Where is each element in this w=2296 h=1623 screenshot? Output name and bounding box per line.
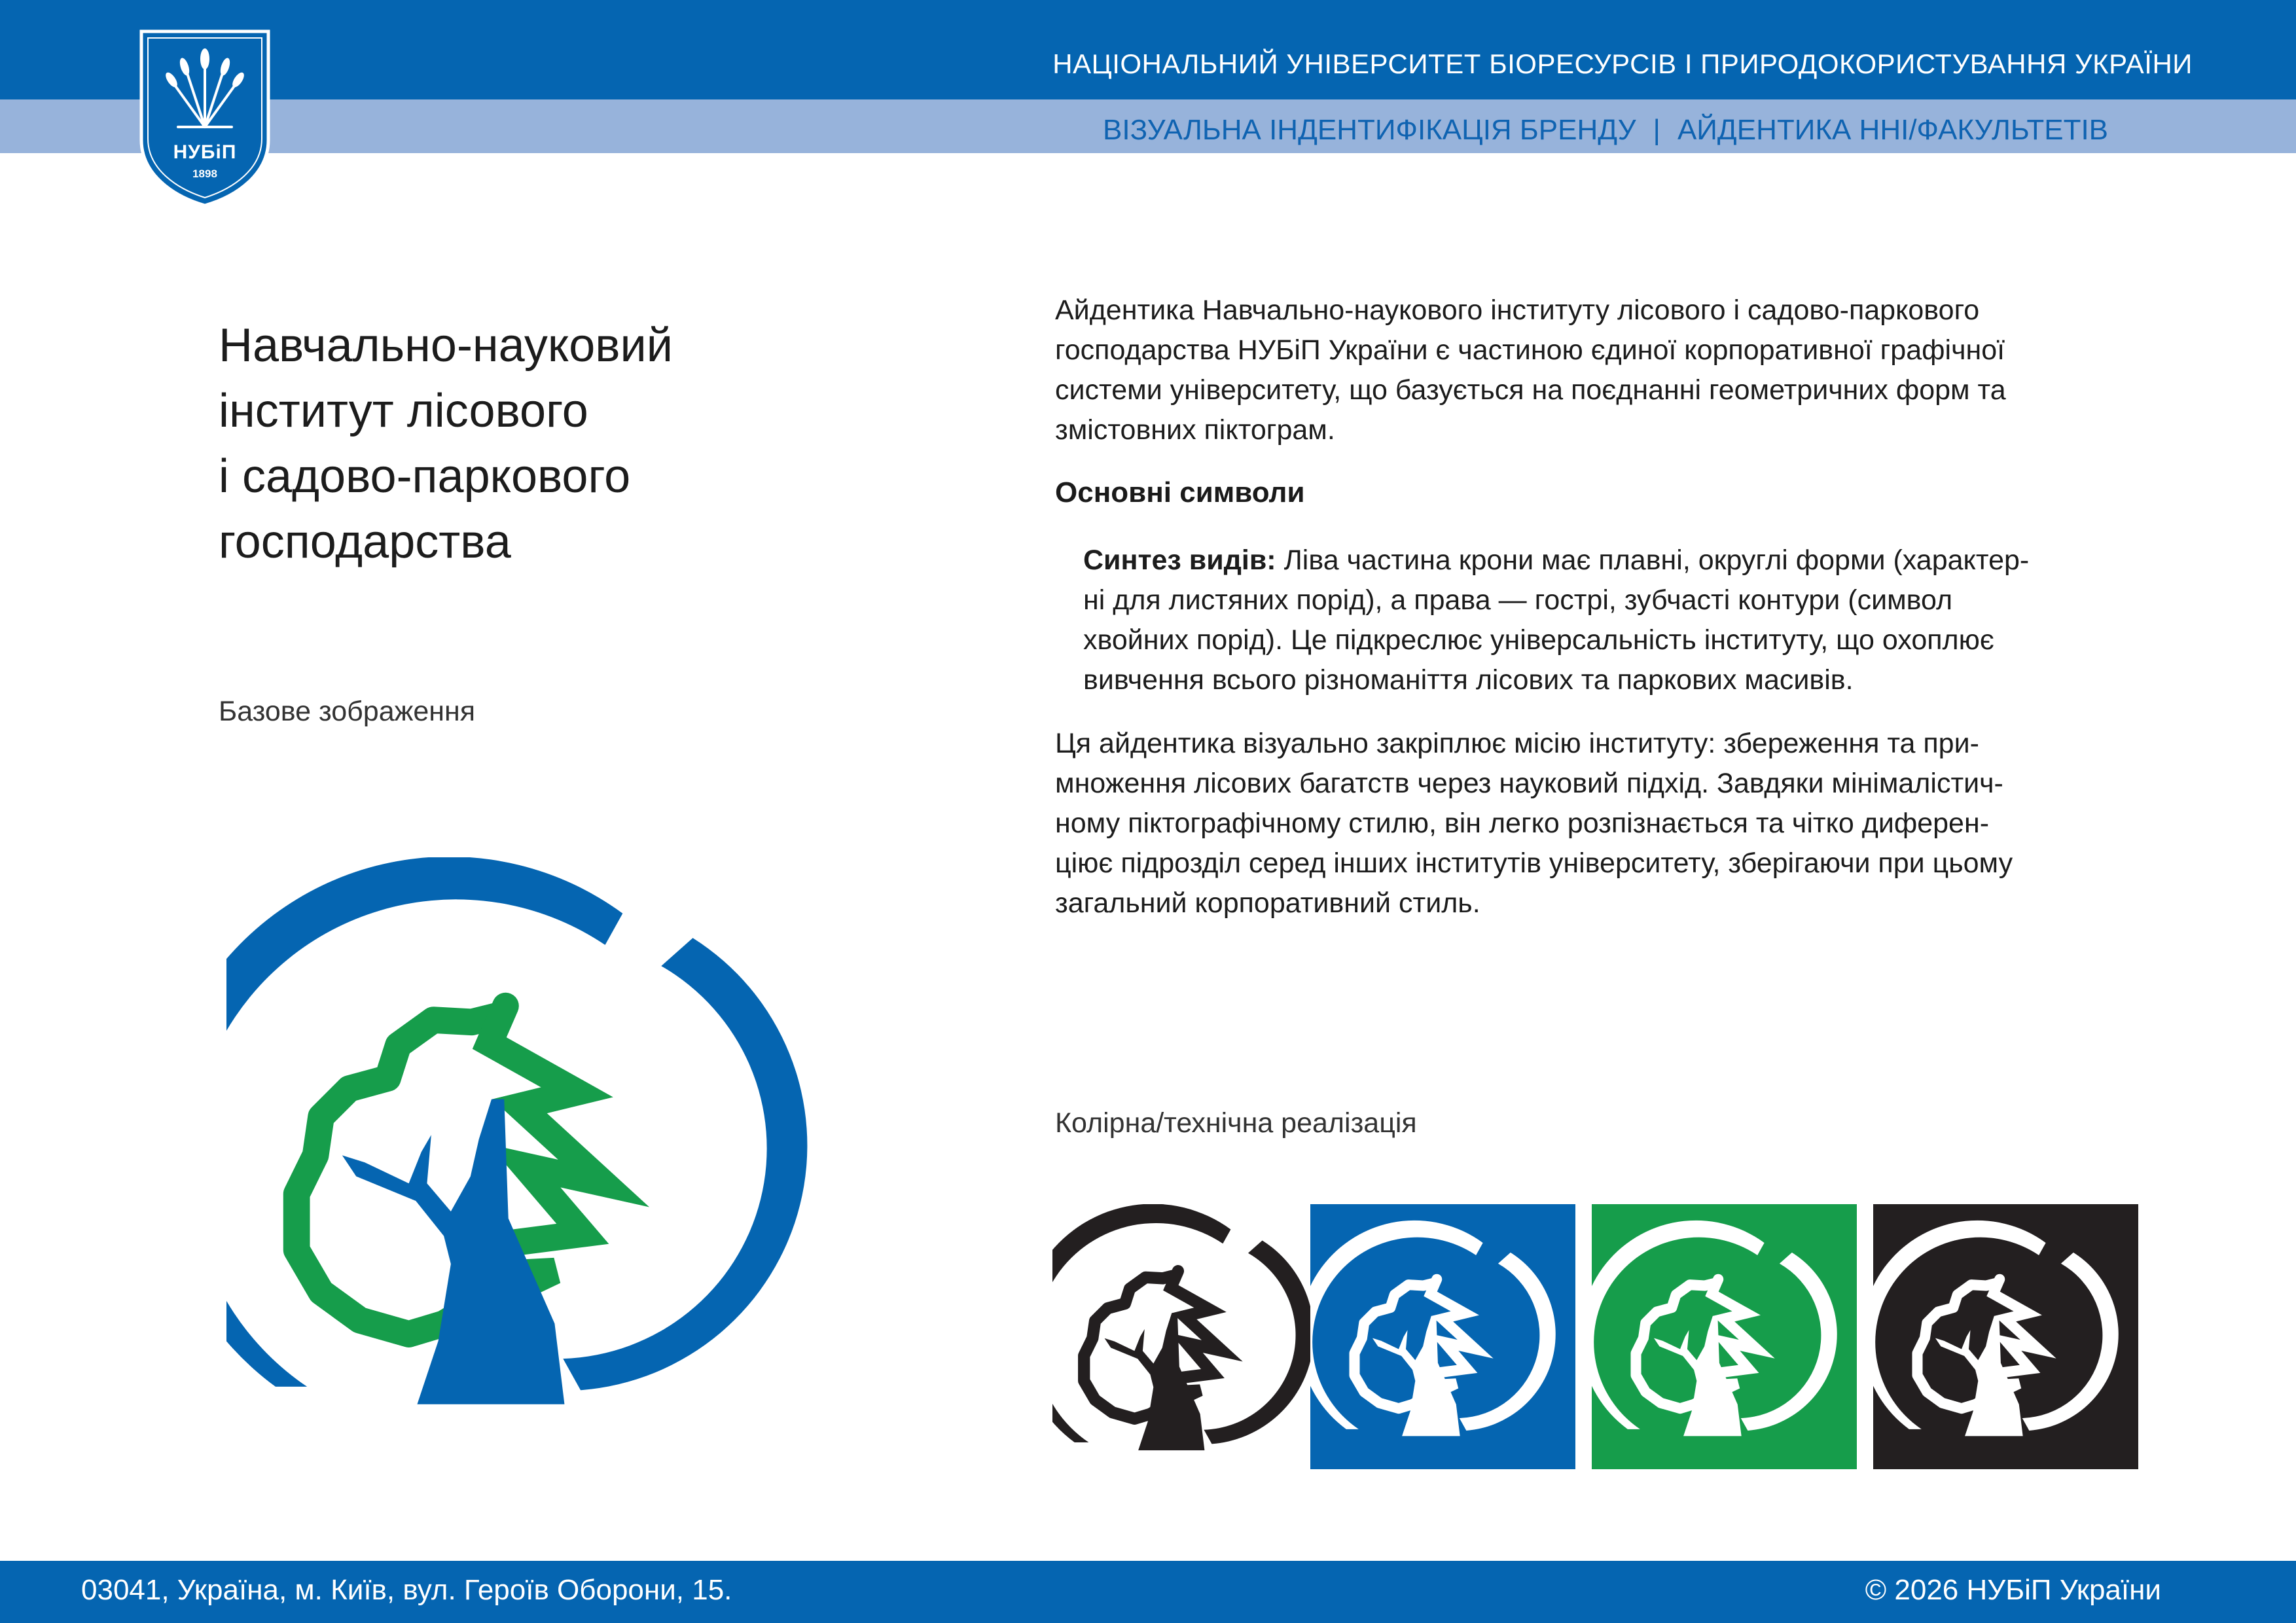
paragraph-line: ні для листяних порід), а права — гострі, зубчасті контури (символ xyxy=(1083,584,1953,616)
paragraph-line: хвойних порід). Це підкреслює універсальність інституту, що охоплює xyxy=(1083,624,1994,656)
mission-paragraph xyxy=(1055,724,2013,923)
crest-shield-icon xyxy=(139,29,271,208)
paragraph-line: множення лісових багатств через науковий підхід. Завдяки мінімалістич- xyxy=(1055,768,2003,799)
logo-variant-dark xyxy=(1873,1204,2138,1469)
paragraph-line xyxy=(1083,541,2029,580)
paragraph-line: ціює підрозділ серед інших інститутів університету, зберігаючи при цьому xyxy=(1055,847,2013,879)
section-breadcrumb xyxy=(1103,114,2108,147)
synthesis-text: Ліва частина крони має плавні, округлі форми (характер- xyxy=(1276,544,2030,576)
base-image-label: Базове зображення xyxy=(219,696,476,727)
logo-variant-blue xyxy=(1310,1204,1575,1469)
crest-name: НУБіП xyxy=(173,141,237,163)
title-line: і садово-паркового xyxy=(219,450,631,503)
paragraph-line: ному піктографічному стилю, він легко розпізнається та чітко диферен- xyxy=(1055,808,1990,839)
footer-copyright: © 2026 НУБіП України xyxy=(1865,1574,2161,1606)
crest-year: 1898 xyxy=(192,168,217,180)
synthesis-paragraph xyxy=(1083,541,2029,700)
university-name: НАЦІОНАЛЬНИЙ УНІВЕРСИТЕТ БІОРЕСУРСІВ І ПРИРОДОКОРИСТУВАННЯ УКРАЇНИ xyxy=(1052,48,2193,79)
paragraph-line: загальний корпоративний стиль. xyxy=(1055,887,1480,919)
title-line: господарства xyxy=(219,516,511,568)
paragraph-line: змістовних піктограм. xyxy=(1055,414,1335,446)
intro-paragraph xyxy=(1055,291,2006,450)
symbols-heading: Основні символи xyxy=(1055,476,1305,508)
paragraph-line: Айдентика Навчально-наукового інституту лісового і садово-паркового xyxy=(1055,294,1980,326)
title-line: Навчально-науковий xyxy=(219,319,673,372)
synthesis-term: Синтез видів: xyxy=(1083,544,1276,576)
university-crest-logo[interactable] xyxy=(139,29,271,208)
paragraph-line: вивчення всього різноманіття лісових та паркових масивів. xyxy=(1083,664,1854,696)
color-implementation-label: Колірна/технічна реалізація xyxy=(1055,1107,1417,1139)
subsection-title: АЙДЕНТИКА ННІ/ФАКУЛЬТЕТІВ xyxy=(1677,114,2109,146)
title-line: інститут лісового xyxy=(219,385,588,437)
logo-variant-black xyxy=(1052,1204,1318,1469)
section-title: ВІЗУАЛЬНА ІНДЕНТИФІКАЦІЯ БРЕНДУ xyxy=(1103,114,1636,146)
institute-tree-logo xyxy=(226,857,816,1446)
paragraph-line: господарства НУБіП України є частиною єдиної корпоративної графічної xyxy=(1055,334,2005,366)
paragraph-line: системи університету, що базується на поєднанні геометричних форм та xyxy=(1055,374,2006,406)
breadcrumb-separator: | xyxy=(1653,114,1660,146)
footer-address: 03041, Україна, м. Київ, вул. Героїв Оборони, 15. xyxy=(81,1574,732,1606)
page-title xyxy=(219,313,673,575)
paragraph-line: Ця айдентика візуально закріплює місію інституту: збереження та при- xyxy=(1055,728,1979,759)
logo-variant-green xyxy=(1592,1204,1857,1469)
